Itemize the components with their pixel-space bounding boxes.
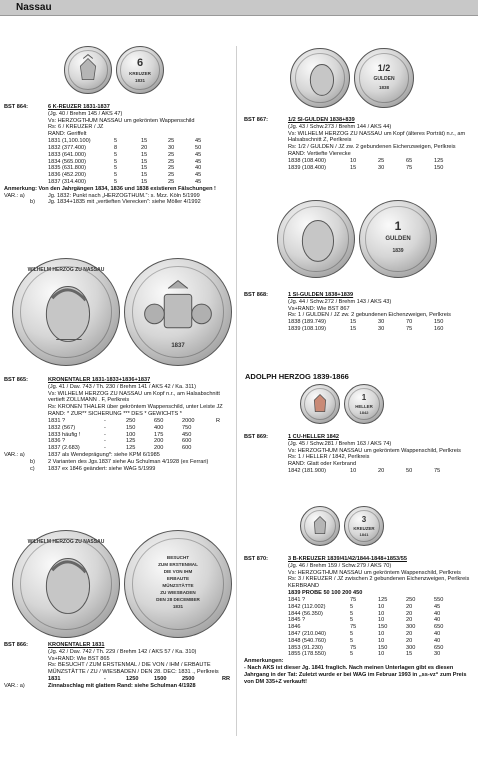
table-cell: 20 [406,603,413,610]
table-cell: 75 [350,596,357,603]
table-cell: 25 [168,158,175,165]
table-cell: 125 [126,438,136,445]
coin-866-legend: WILHELM HERZOG ZU NASSAU [27,539,105,545]
coin-868-value: 1 [394,219,402,233]
table-cell: 40 [434,637,441,644]
table-cell: 1836 ? [48,438,66,445]
entry-line: Rs: 1/2 / GULDEN / JZ zw. 2 gebundenen Eichenzweigen, Perlkreis [288,144,456,151]
entry-label: BST 869: [244,434,268,440]
coin-865-obverse [12,258,120,366]
coin-869-reverse [344,384,384,424]
table-cell: 10 [378,630,385,637]
table-cell: 15 [141,172,148,179]
coin-869-value: 1 [361,393,367,402]
coin-870-reverse [344,506,384,546]
table-cell: 1845 ? [288,617,306,624]
table-cell: 10 [378,603,385,610]
entry-title: 1/2 SI-GULDEN 1838+839 [288,117,355,123]
entry-bst-867 [244,117,474,172]
table-cell: 15 [141,138,148,145]
table-cell: 650 [434,644,444,651]
variant-text: 1837 ex 1846 geändert: siehe WAG 5/1999 [48,465,156,472]
variant-label: VAR.: a) [4,682,25,689]
coin-868-year: 1839 [392,248,404,254]
table-cell: 25 [168,165,175,172]
entry-line: (Jg. 41 / Dav. 743 / Th. 230 / Brehm 141 / AKS 42 / Ka. 311) [48,383,197,390]
table-cell: 300 [406,624,416,631]
entry-line: (Jg. 43 / Schw.273 / Brehm 144 / AKS 44) [288,123,392,130]
entry-line: Vs: HERZOGTHUM NASSAU um gekröntem Wappenschild, Perlkreis [288,447,461,454]
table-cell: 2000 [182,417,195,424]
coin-866-line: 1831 [172,604,184,609]
coin-866-line: DIE VON IHM [163,569,193,574]
table-cell: 75 [350,624,357,631]
table-cell: 1842 (112.002) [288,603,326,610]
table-cell: 45 [195,172,202,179]
table-cell [216,445,228,452]
coin-866-line: BESUCHT [166,555,190,560]
section-heading-adolph: ADOLPH HERZOG 1839-1866 [245,372,349,381]
coin-870-year: 1841 [359,532,369,537]
price-table [48,138,232,186]
table-cell: 15 [141,178,148,185]
table-cell: 1832 (567) [48,424,76,431]
table-cell: 300 [406,644,416,651]
table-cell: 5 [350,630,354,637]
table-cell: 400 [154,424,164,431]
table-cell: 160 [434,326,444,333]
coin-867-year: 1838 [378,85,389,90]
coin-865-legend: WILHELM HERZOG ZU NASSAU [27,267,105,273]
table-cell [216,438,228,445]
entry-line: Vs+RAND: Wie BST 865 [48,655,110,662]
table-cell: 175 [154,431,164,438]
coin-870-denomination: KREUZER [353,526,375,531]
table-cell: 40 [434,630,441,637]
coin-864-denomination: KREUZER [129,71,151,76]
variant-text: Jg. 1832: Punkt nach „HERZOGTHUM.“: s. Mzz. Köln 5/1999 [48,192,200,199]
entry-bst-868 [244,292,474,333]
table-cell: 5 [114,151,118,158]
table-cell: 20 [378,468,385,475]
table-cell: 8 [114,144,118,151]
entry-bst-865 [4,377,232,472]
table-cell: 600 [182,438,192,445]
table-cell: 25 [168,178,175,185]
entry-line: Rs: 1 / HELLER / 1842, Perlkreis [288,454,370,461]
table-cell: 5 [114,172,118,179]
table-cell: 45 [434,603,441,610]
table-cell: 10 [378,651,385,658]
entry-title: KRONENTALER 1831-1833+1836+1837 [48,377,151,383]
entry-line: Vs: WILHELM HERZOG ZU NASSAU um Kopf (älteres Porträt) n.r., am Halsabschnitt Z, Perlkreis [288,130,466,144]
table-cell: 200 [154,445,164,452]
table-cell: 40 [195,165,202,172]
table-cell: RR [222,676,231,683]
table-cell: 1837 (2.683) [48,445,80,452]
entry-line: 1839 PROBE 50 100 200 450 [288,590,363,597]
entry-title: 3 B-KREUZER 1839/41/42/1844-1848+1853/55 [288,556,407,562]
coin-868-reverse [359,200,437,278]
entry-remark: Anmerkung: Von den Jahrgängen 1834, 1836 und 1838 existieren Fälschungen ! [4,185,216,192]
variant-text: Zinnabschlag mit glattem Rand: siehe Schulman 4/1928 [48,682,196,689]
table-cell: 15 [141,165,148,172]
coin-867-denomination: GULDEN [373,76,395,82]
table-cell: 150 [434,164,444,171]
entry-bst-864 [4,104,232,206]
table-cell: 125 [434,157,444,164]
coin-870-obverse [300,506,340,546]
table-cell: 70 [406,319,413,326]
table-cell: 1832 (377.400) [48,144,86,151]
entry-title: 1 SI-GULDEN 1838+1839 [288,292,354,298]
entry-line: Vs: HERZOGTHUM NASSAU um gekrönten Wappenschild [48,117,195,124]
entry-label: BST 865: [4,377,28,383]
coin-865-year: 1837 [171,343,185,349]
entry-line: RAND: Geriffelt [48,131,87,138]
table-cell: - [104,417,106,424]
coin-867-value: 1/2 [377,63,391,73]
page-title: Nassau [16,2,52,13]
table-cell: 5 [114,138,118,145]
price-table [48,418,232,452]
entry-bst-870 [244,556,474,685]
table-cell: 40 [434,610,441,617]
table-cell: 550 [434,596,444,603]
entry-title: 6 K-REUZER 1831-1837 [48,104,110,110]
table-cell: 1838 (189.749) [288,319,326,326]
table-cell: 5 [350,603,354,610]
table-cell: 15 [350,319,357,326]
table-cell: 15 [350,326,357,333]
table-cell: 250 [406,596,416,603]
table-cell: 45 [195,178,202,185]
table-cell: 25 [168,172,175,179]
table-cell: 25 [378,157,385,164]
table-cell: - [104,676,106,683]
table-cell: 1839 (108.400) [288,164,326,171]
table-cell: 1835 (631.800) [48,165,86,172]
entry-line: Rs: 3 / KREUZER / JZ zwischen 2 gebundenen Eichenzweigen, Perlkreis [288,576,470,583]
coin-868-denomination: GULDEN [385,236,411,242]
entry-title: 1 CU-HELLER 1842 [288,434,339,440]
price-table [288,319,474,333]
table-cell: 15 [406,651,413,658]
table-cell: 1833 (641.000) [48,151,86,158]
table-cell [216,432,228,439]
table-cell: 15 [350,164,357,171]
table-cell: 20 [406,617,413,624]
table-cell: 50 [195,144,202,151]
table-cell: 10 [378,610,385,617]
variant-label: b) [30,458,35,465]
coin-868-obverse [277,200,355,278]
coin-864-obverse [64,46,112,94]
table-cell: 1831 [48,676,61,683]
entry-line: Vs: HERZOGTHUM NASSAU um gekröntem Wappenschild, Perlkreis [288,569,461,576]
table-cell: 5 [114,178,118,185]
table-cell: 25 [168,138,175,145]
table-cell: 1836 (452.200) [48,172,86,179]
table-cell: 450 [182,431,192,438]
table-cell: 1846 [288,624,301,631]
coin-864-value: 6 [136,57,144,69]
table-cell: 20 [141,144,148,151]
table-cell: 20 [406,637,413,644]
table-cell: 10 [378,637,385,644]
entry-line: (Jg. 44 / Schw.272 / Brehm 143 / AKS 43) [288,298,392,305]
variant-label: c) [30,465,35,472]
table-cell: 650 [154,417,164,424]
table-cell: 75 [434,468,441,475]
table-cell: 2500 [182,676,195,683]
table-cell: 5 [114,165,118,172]
variant-text: 1837 als Wendeprägung*: siehe KPM 6/1985 [48,451,160,458]
table-cell: 1500 [154,676,167,683]
table-cell: 650 [434,624,444,631]
coin-866-line: MÜNZSTÄTTE [162,583,194,588]
table-cell: R [216,417,221,424]
table-cell: 250 [126,417,136,424]
coin-866-line: ZUM ERSTENMAL [158,562,198,567]
entry-line: Vs+RAND: Wie BST 867 [288,305,350,312]
table-cell: 1842 (181.900) [288,468,326,475]
table-cell: 20 [406,630,413,637]
entry-line: Vs: WILHELM HERZOG ZU NASSAU um Kopf n.r., am Halsabschnitt vertieft ZOLLMANN . F, Perlkreis [48,390,220,404]
table-cell: 600 [182,445,192,452]
table-cell: - [104,438,106,445]
entry-bst-869 [244,434,474,475]
table-cell: 30 [434,651,441,658]
entry-label: BST 864: [4,104,28,110]
table-cell: 65 [406,157,413,164]
table-cell: 1831 (1,100.100) [48,138,91,145]
table-cell: 150 [126,424,136,431]
entry-label: BST 870: [244,556,268,562]
table-cell: 10 [350,468,357,475]
table-cell: 1833 häufig ! [48,431,81,438]
column-divider [236,46,237,736]
entry-line: Rs: BESUCHT / ZUM ERSTENMAL / DIE VON / IHM / ERBAUTE MÜNZSTÄTTE / ZU / WIESBADEN / DEN 28. DEC: 1831 ., Perlkreis [48,662,219,676]
table-cell: 75 [406,164,413,171]
table-cell: 200 [154,438,164,445]
table-cell: 5 [350,651,354,658]
table-cell: 1841 ? [288,596,306,603]
coin-866-line: ZU WIESBADEN [160,590,196,595]
price-table [48,676,236,683]
table-cell: 1847 (210.040) [288,630,326,637]
variant-text: 2 Varianten des Jgs.1837 siehe Au Schulman 4/1928 (ex Ferrari) [48,458,209,465]
coin-866-reverse [124,530,232,638]
table-cell: - [104,445,106,452]
table-cell: 1839 (108.109) [288,326,326,333]
table-cell: 30 [378,319,385,326]
entry-label: BST 866: [4,642,28,648]
entry-line: RAND: * ZUR** SICHERUNG *** DES * GEWICHTS * [48,411,182,418]
coin-864-year: 1831 [134,78,145,83]
table-cell: 40 [434,617,441,624]
table-cell: - [104,431,106,438]
variant-label: VAR.: a) [4,451,25,458]
table-cell: 5 [114,158,118,165]
table-cell: 1855 (178.550) [288,651,326,658]
entry-line: (Jg. 46 / Brehm 159 / Schw.279 / AKS 70) [288,562,392,569]
table-cell: 150 [434,319,444,326]
table-cell: 750 [182,424,192,431]
header-bar [0,0,478,16]
table-cell: 1853 (91.230) [288,644,323,651]
variant-text: Jg. 1834+1835 mit „vertieften Vierecken“: siehe Möller 4/1992 [48,199,201,206]
entry-line: (Jg. 42 / Dav. 742 / Th. 229 / Brehm 142 / AKS 57 / Ka. 310) [48,648,197,655]
table-cell: 75 [406,326,413,333]
entry-line: RAND: Glatt oder Kerbrand [288,461,357,468]
table-cell: 15 [141,158,148,165]
entry-remark: - Nach AKS ist dieser Jg. 1841 fraglich. Nach meinen Unterlagen gibt es diesen Jahrgang in der Tat: Zuletzt wurde er bei WAG im Februar 1993 in „ss-vz“ zum Preis von DM 335+Z verkauft! [244,665,467,685]
entry-line: Rs: 1 / GULDEN / JZ zw. 2 gebundenen Eichenzweigen, Perlkreis [288,312,451,319]
entry-line: KERBRAND [288,583,320,590]
entry-bst-866 [4,642,232,690]
entry-line: (Jg. 45 / Schw.281 / Brehm 163 / AKS 74) [288,440,392,447]
table-cell: 125 [126,445,136,452]
coin-869-year: 1842 [359,410,369,415]
price-table [288,158,474,172]
table-cell: 15 [141,151,148,158]
table-cell: 45 [195,138,202,145]
table-cell: 5 [350,637,354,644]
table-cell: 45 [195,151,202,158]
entry-remark-title: Anmerkungen: [244,658,284,665]
variant-label: b) [30,199,35,206]
table-cell: 150 [378,644,388,651]
entry-line: Rs: KRONEN THALER über gekröntem Wappenschild, unter Leiste JZ [48,404,223,411]
coin-867-reverse [354,48,414,108]
price-table [288,468,474,475]
table-cell: 20 [406,610,413,617]
table-cell: 150 [378,624,388,631]
table-cell: 1831 ? [48,417,66,424]
table-cell: 100 [126,431,136,438]
table-cell [216,425,228,432]
table-cell: 30 [378,164,385,171]
table-cell: 5 [350,610,354,617]
table-cell: 45 [195,158,202,165]
table-cell: 10 [378,617,385,624]
table-cell: 1250 [126,676,139,683]
table-cell: 30 [378,326,385,333]
table-cell: 1834 (565.000) [48,158,86,165]
coin-865-reverse [124,258,232,366]
coin-866-line: ERBAUTE [166,576,190,581]
table-cell: 75 [350,644,357,651]
table-cell: 30 [168,144,175,151]
coin-869-obverse [300,384,340,424]
coin-864-reverse [116,46,164,94]
coin-867-obverse [290,48,350,108]
entry-label: BST 867: [244,117,268,123]
price-table [288,597,474,658]
entry-line: RAND: Vertiefte Vierecke [288,151,351,158]
entry-line: (Jg. 40 / Brehm 145 / AKS 47) [48,110,123,117]
table-cell: 125 [378,596,388,603]
coin-870-value: 3 [361,515,367,524]
table-cell: 1837 (314.400) [48,178,86,185]
table-cell: 10 [350,157,357,164]
entry-line: Rs: 6 / KREUZER / JZ [48,124,104,131]
table-cell: 1844 (56.350) [288,610,323,617]
coin-869-denomination: HELLER [355,404,373,409]
variant-label: VAR.: a) [4,192,25,199]
table-cell: 1838 (108.400) [288,157,326,164]
table-cell: 25 [168,151,175,158]
table-cell: 5 [350,617,354,624]
table-cell: - [104,424,106,431]
table-cell: 1848 (540.760) [288,637,326,644]
entry-title: KRONENTALER 1831 [48,642,105,648]
entry-label: BST 868: [244,292,268,298]
coin-866-obverse [12,530,120,638]
coin-866-line: DEN 28 DECEMBER [156,597,200,602]
table-cell: 50 [406,468,413,475]
